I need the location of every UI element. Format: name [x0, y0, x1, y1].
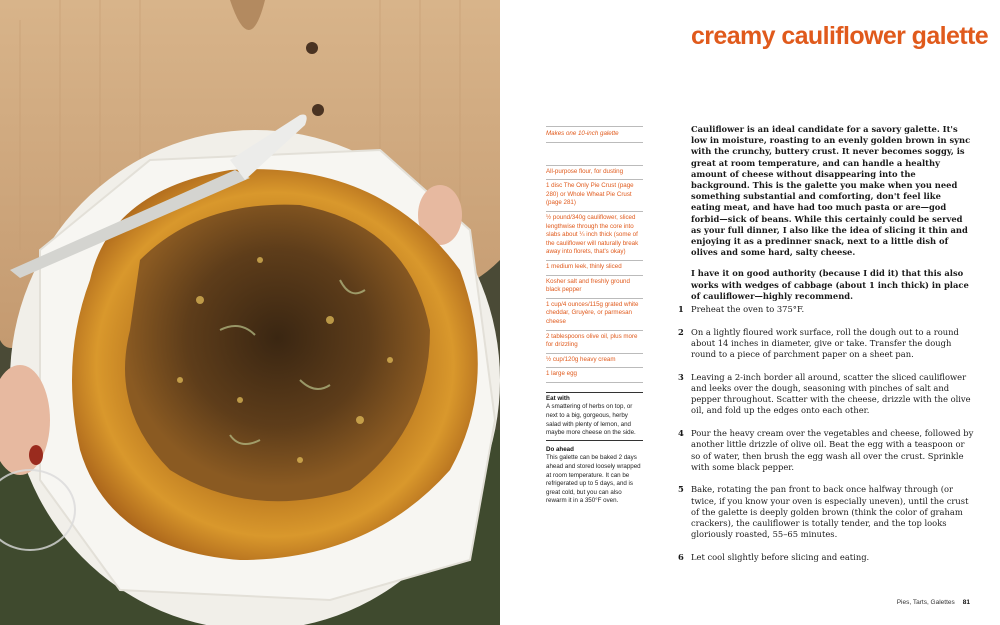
- step-item: [678, 428, 974, 473]
- step-text: Preheat the oven to 375°F.: [691, 304, 805, 314]
- step-number: 1: [678, 304, 684, 314]
- eat-with-heading: Eat with: [546, 392, 643, 404]
- section-name: Pies, Tarts, Galettes: [896, 599, 955, 606]
- step-text: Leaving a 2-inch border all around, scatter the sliced cauliflower and leeks over the dough, seasoning with pinches of salt and pepper throughout. Scatter with the cheese, drizzle with the olive oil, and fold up the edges onto each other.: [691, 371, 971, 416]
- ingredient-item: 1 disc The Only Pie Crust (page 280) or Whole Wheat Pie Crust (page 281): [546, 179, 643, 211]
- ingredient-item: 1 medium leek, thinly sliced: [546, 260, 643, 275]
- step-item: [678, 484, 974, 540]
- step-item: [678, 304, 974, 315]
- ingredient-sidebar: [546, 126, 643, 508]
- intro-paragraph: I have it on good authority (because I did it) that this also works with wedges of cabbage (about 1 inch thick) in place of cauliflower—highly recommend.: [691, 268, 969, 301]
- page-footer: [897, 599, 970, 606]
- step-item: [678, 552, 974, 563]
- recipe-steps: [678, 304, 974, 575]
- step-number: 6: [678, 551, 684, 562]
- recipe-intro: [691, 124, 973, 312]
- step-number: 4: [678, 428, 684, 439]
- step-text: On a lightly floured work surface, roll the dough out to a round about 14 inches in diameter, give or take. Transfer the dough round to a piece of parchment paper on a sheet pan.: [691, 326, 959, 360]
- ingredient-item: 1 cup/4 ounces/115g grated white cheddar, Gruyère, or parmesan cheese: [546, 298, 643, 330]
- sidebar-divider: [546, 142, 643, 165]
- step-text: Bake, rotating the pan front to back once halfway through (or twice, if you know your oven is especially uneven), until the crust of the galette is deeply golden brown (think the color of graham crackers), the cauliflower is totally tender, and the top looks gloriously roasted, 55–65 minutes.: [691, 484, 969, 540]
- recipe-title: creamy cauliflower galette: [691, 22, 989, 50]
- ingredient-item: Kosher salt and freshly ground black pepper: [546, 275, 643, 298]
- ingredient-item: 2 tablespoons olive oil, plus more for drizzling: [546, 330, 643, 353]
- step-number: 2: [678, 326, 684, 337]
- recipe-page: [500, 0, 1000, 625]
- step-text: Let cool slightly before slicing and eating.: [691, 551, 870, 562]
- eat-with-text: A smattering of herbs on top, or next to a big, gorgeous, herby salad with plenty of lemon, and maybe more cheese on the side.: [546, 403, 643, 440]
- step-text: Pour the heavy cream over the vegetables and cheese, followed by another little drizzle of olive oil. Beat the egg with a teaspoon or so of water, then brush the egg wash all over the crust. Sprinkle with some black pepper.: [691, 428, 974, 472]
- step-number: 3: [678, 371, 684, 382]
- page-number: 81: [962, 599, 970, 606]
- step-number: 5: [678, 484, 684, 495]
- ingredient-item: 1 large egg: [546, 367, 643, 383]
- do-ahead-text: This galette can be baked 2 days ahead and stored loosely wrapped at room temperature. It can be refrigerated up to 5 days, and is great cold, but you can also rewarm it in a 350°F oven.: [546, 454, 641, 505]
- step-item: [678, 372, 974, 417]
- ingredient-item: All-purpose flour, for dusting: [546, 165, 643, 180]
- ingredient-item: ½ pound/340g cauliflower, sliced lengthwise through the core into slabs about ¼ inch thick (some of the cauliflower will naturally break away into florets, that's okay): [546, 211, 643, 260]
- step-item: [678, 327, 974, 361]
- yield-text: Makes one 10-inch galette: [546, 126, 643, 142]
- ingredient-item: ½ cup/120g heavy cream: [546, 353, 643, 368]
- do-ahead-heading: Do ahead: [546, 445, 574, 453]
- intro-paragraph: Cauliflower is an ideal candidate for a savory galette. It's low in moisture, roasting to an evenly golden brown in sync with the crunchy, buttery crust. It never becomes soggy, is great at room temperature, and can handle a healthy amount of cheese without disappearing into the background. This is the galette you make when you need something substantial and comforting, don't feel like eating meat, and have had too much pasta or are—god forbid—sick of beans. While this certainly could be served as your full dinner, I also like the idea of slicing it thin and enjoying it as a predinner snack, next to a little dish of olives and some hard, salty cheese.: [691, 124, 971, 258]
